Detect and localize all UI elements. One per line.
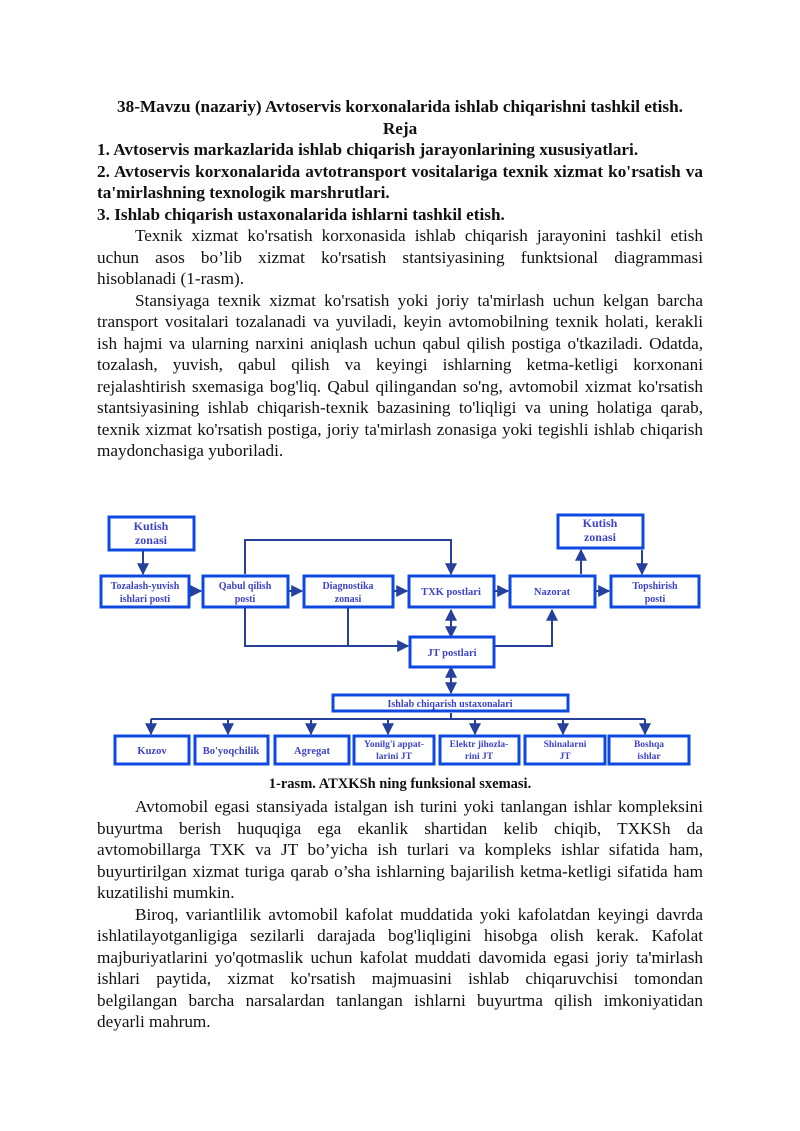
shop-kuzov-label: Kuzov xyxy=(137,746,167,757)
ustaxonalari-label: Ishlab chiqarish ustaxonalari xyxy=(387,699,513,710)
kutish-right-line2: zonasi xyxy=(583,530,617,544)
document-body xyxy=(97,96,703,462)
kutish-right-line1: Kutish xyxy=(582,516,618,530)
plan-item: 2. Avtoservis korxonalarida avtotransport vositalariga texnik xizmat ko'rsatish va ta'mirlashning texnologik marshrutlari. xyxy=(97,161,703,202)
tozalash-line2: ishlari posti xyxy=(119,594,171,605)
shop-yonilgi-line1: Yonilg'i appat- xyxy=(364,740,424,750)
jt-label: JT postlari xyxy=(427,648,477,659)
shop-boyoqchilik-label: Bo'yoqchilik xyxy=(202,746,260,757)
paragraph: Biroq, variantlilik avtomobil kafolat muddatida yoki kafolatdan keyingi davrda ishlatilayotganligiga sezilarli darajada bog'liqligini hisobga olish kerak. Kafolat majburiyatlarini yo'qotmaslik uchun kafolat muddati davomida egasi joriy ta'mirlash ishlari paytida, xizmat ko'rsatish majmuasini ishlab chiqaruvchisi tomondan belgilangan barcha narsalardan tanlangan ishlarni buyurtma qilish imkoniyatidan deyarli mahrum. xyxy=(97,904,703,1031)
paragraph: Avtomobil egasi stansiyada istalgan ish turini yoki tanlangan ishlar kompleksini buyurtma berish huquqiga ega ekanlik shartidan kelib chiqib, TXKSh da avtomobillarga TXK va JT bo’yicha ish turlari va kompleks ishlar sifatida ham, buyurtirilgan xizmat turiga qarab o’sha ishlarning bajarilish ketma-ketligi sifatida ham kuzatilishi mumkin. xyxy=(97,797,703,902)
paragraph: Texnik xizmat ko'rsatish korxonasida ishlab chiqarish jarayonini tashkil etish uchun asos bo’lib xizmat ko'rsatish stantsiyasining funktsional diagrammasi hisoblanadi (1-rasm). xyxy=(97,226,703,288)
kutish-left-line1: Kutish xyxy=(133,519,169,533)
shop-elektr-line2: rini JT xyxy=(464,752,494,762)
topshirish-line1: Topshirish xyxy=(632,581,678,592)
topshirish-line2: posti xyxy=(644,594,666,605)
document-body-continued xyxy=(97,796,703,1033)
paragraph: Stansiyaga texnik xizmat ko'rsatish yoki joriy ta'mirlash uchun kelgan barcha transport vositalari tozalanadi va yuviladi, keyin avtomobilning texnik holati, kerakli ish hajmi va ularning narxini aniqlash uchun qabul qilish postiga o'tkaziladi. Odatda, tozalash, yuvish, qabul qilish va keyingi ishlarning ketma-ketligi korxonani rejalashtirish sxemasiga bog'liq. Qabul qilingandan so'ng, avtomobil xizmat ko'rsatish stantsiyasining ishlab chiqarish-texnik bazasining to'liqligi va uning holatiga qarab, texnik xizmat ko'rsatish postiga, joriy ta'mirlash zonasiga yoki tegishli ishlab chiqarish maydonchasiga yuboriladi. xyxy=(97,290,703,460)
nazorat-label: Nazorat xyxy=(533,587,571,598)
kutish-left-line2: zonasi xyxy=(134,533,168,547)
shop-shinalar-line2: JT xyxy=(559,752,571,762)
shop-boshqa-line2: ishlar xyxy=(637,752,661,762)
document-title: 38-Mavzu (nazariy) Avtoservis korxonalarida ishlab chiqarishni tashkil etish. xyxy=(117,97,683,116)
diagnostika-line1: Diagnostika xyxy=(322,581,374,592)
shop-agregat-label: Agregat xyxy=(294,746,330,757)
shop-yonilgi-line2: larini JT xyxy=(376,752,412,762)
figure-caption: 1-rasm. ATXKSh ning funksional sxemasi. xyxy=(268,776,532,792)
plan-item: 3. Ishlab chiqarish ustaxonalarida ishlarni tashkil etish. xyxy=(97,204,505,224)
shop-elektr-line1: Elektr jihozla- xyxy=(449,740,509,750)
qabul-line2: posti xyxy=(234,594,256,605)
diagnostika-line2: zonasi xyxy=(334,594,362,605)
functional-diagram xyxy=(97,510,707,772)
qabul-line1: Qabul qilish xyxy=(218,581,272,592)
plan-label: Reja xyxy=(382,118,418,138)
plan-item: 1. Avtoservis markazlarida ishlab chiqarish jarayonlarining xususiyatlari. xyxy=(97,140,639,159)
tozalash-line1: Tozalash-yuvish xyxy=(110,581,180,592)
shop-boshqa-line1: Boshqa xyxy=(633,740,665,750)
txk-label: TXK postlari xyxy=(421,587,481,598)
shop-shinalar-line1: Shinalarni xyxy=(543,740,587,750)
